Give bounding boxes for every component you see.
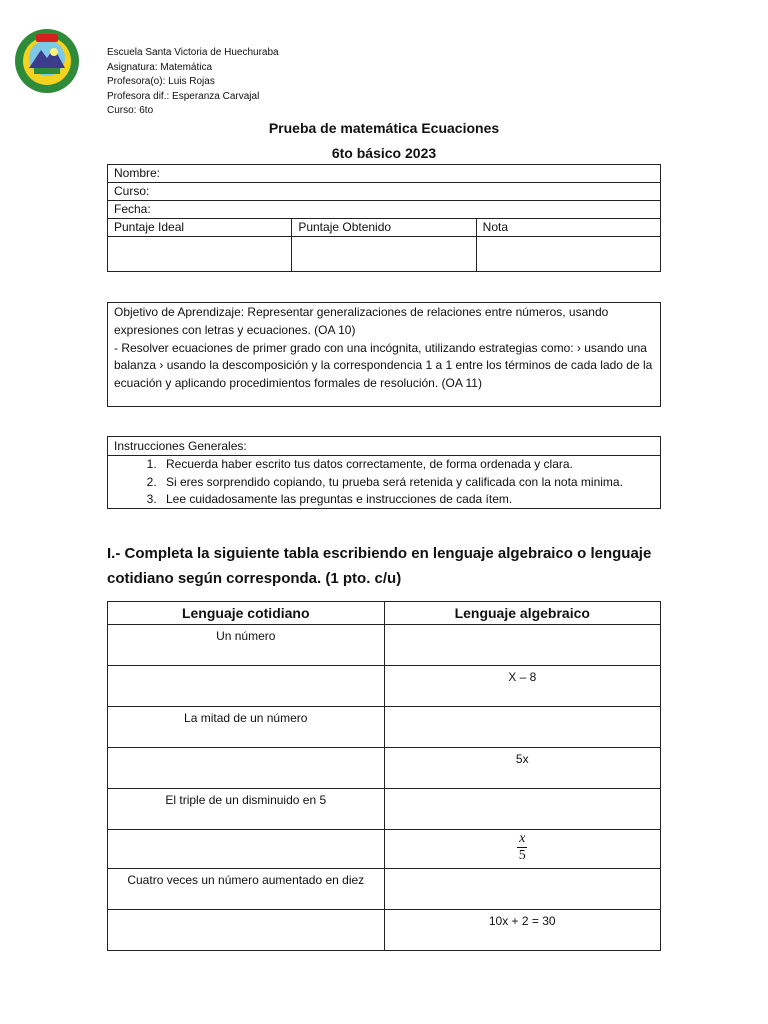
date-field[interactable]: Fecha: <box>108 201 661 219</box>
fraction-x-over-5 <box>517 832 527 863</box>
exam-subtitle: 6to básico 2023 <box>331 145 437 161</box>
subject-line: Asignatura: Matemática <box>107 61 213 73</box>
school-name: Escuela Santa Victoria de Huechuraba <box>107 47 279 58</box>
everyday-cell: El triple de un disminuido en 5 <box>108 789 385 830</box>
grade-label: Nota <box>476 219 660 237</box>
school-logo <box>14 28 80 94</box>
algebraic-cell: X – 8 <box>384 666 661 707</box>
everyday-cell: Cuatro veces un número aumentado en diez <box>108 869 385 910</box>
grade-cell[interactable] <box>476 237 660 272</box>
instruction-item: 3. Lee cuidadosamente las preguntas e instrucciones de cada ítem. <box>160 491 660 509</box>
algebraic-cell <box>384 830 661 869</box>
col-everyday-header: Lenguaje cotidiano <box>108 602 385 625</box>
instruction-item: 1. Recuerda haber escrito tus datos correctamente, de forma ordenada y clara. <box>160 456 660 474</box>
col-algebraic-header: Lenguaje algebraico <box>384 602 661 625</box>
score-ideal-label: Puntaje Ideal <box>108 219 292 237</box>
everyday-answer-cell[interactable] <box>108 666 385 707</box>
algebraic-answer-cell[interactable] <box>384 625 661 666</box>
learning-objective-box <box>107 302 661 407</box>
algebraic-answer-cell[interactable] <box>384 707 661 748</box>
table-row <box>108 869 661 910</box>
exam-title: Prueba de matemática Ecuaciones <box>268 120 500 136</box>
objective-oa10: Objetivo de Aprendizaje: Representar generalizaciones de relaciones entre números, usando expresiones con letras y ecuaciones. (OA 10) <box>114 305 609 337</box>
instructions-list <box>108 456 660 509</box>
table-row <box>108 748 661 789</box>
algebraic-cell: 10x + 2 = 30 <box>384 910 661 951</box>
table-row <box>108 707 661 748</box>
section-1-title: I.- Completa la siguiente tabla escribiendo en lenguaje algebraico o lenguaje cotidiano según corresponda. (1 pto. c/u) <box>107 545 652 587</box>
everyday-answer-cell[interactable] <box>108 910 385 951</box>
score-obtained-label: Puntaje Obtenido <box>292 219 476 237</box>
algebraic-cell: 5x <box>384 748 661 789</box>
objective-oa11: - Resolver ecuaciones de primer grado con una incógnita, utilizando estrategias como: › usando una balanza › usando la descomposición y la correspondencia 1 a 1 entre los términos de cada lado de la ecuación y aplicando procedimientos formales de resolución. (OA 11) <box>114 340 653 391</box>
algebraic-answer-cell[interactable] <box>384 869 661 910</box>
instruction-item: 2. Si eres sorprendido copiando, tu prueba será retenida y calificada con la nota minima. <box>160 474 660 492</box>
course-field[interactable]: Curso: <box>108 183 661 201</box>
table-row <box>108 830 661 869</box>
everyday-cell: Un número <box>108 625 385 666</box>
fraction-denominator: 5 <box>518 848 526 863</box>
teacher-dif-line: Profesora dif.: Esperanza Carvajal <box>107 90 260 102</box>
language-table <box>107 601 661 951</box>
instructions-box <box>107 436 661 509</box>
teacher-line: Profesora(o): Luis Rojas <box>107 76 215 88</box>
score-obtained-cell[interactable] <box>292 237 476 272</box>
table-row <box>108 789 661 830</box>
score-ideal-cell[interactable] <box>108 237 292 272</box>
everyday-answer-cell[interactable] <box>108 748 385 789</box>
table-row <box>108 625 661 666</box>
everyday-answer-cell[interactable] <box>108 830 385 869</box>
algebraic-answer-cell[interactable] <box>384 789 661 830</box>
instructions-heading: Instrucciones Generales: <box>108 437 660 456</box>
student-info-table <box>107 164 661 272</box>
fraction-numerator: x <box>519 831 526 846</box>
name-field[interactable]: Nombre: <box>108 165 661 183</box>
course-line: Curso: 6to <box>107 105 154 117</box>
everyday-cell: La mitad de un número <box>108 707 385 748</box>
school-info <box>107 46 279 119</box>
table-row <box>108 910 661 951</box>
table-row <box>108 666 661 707</box>
